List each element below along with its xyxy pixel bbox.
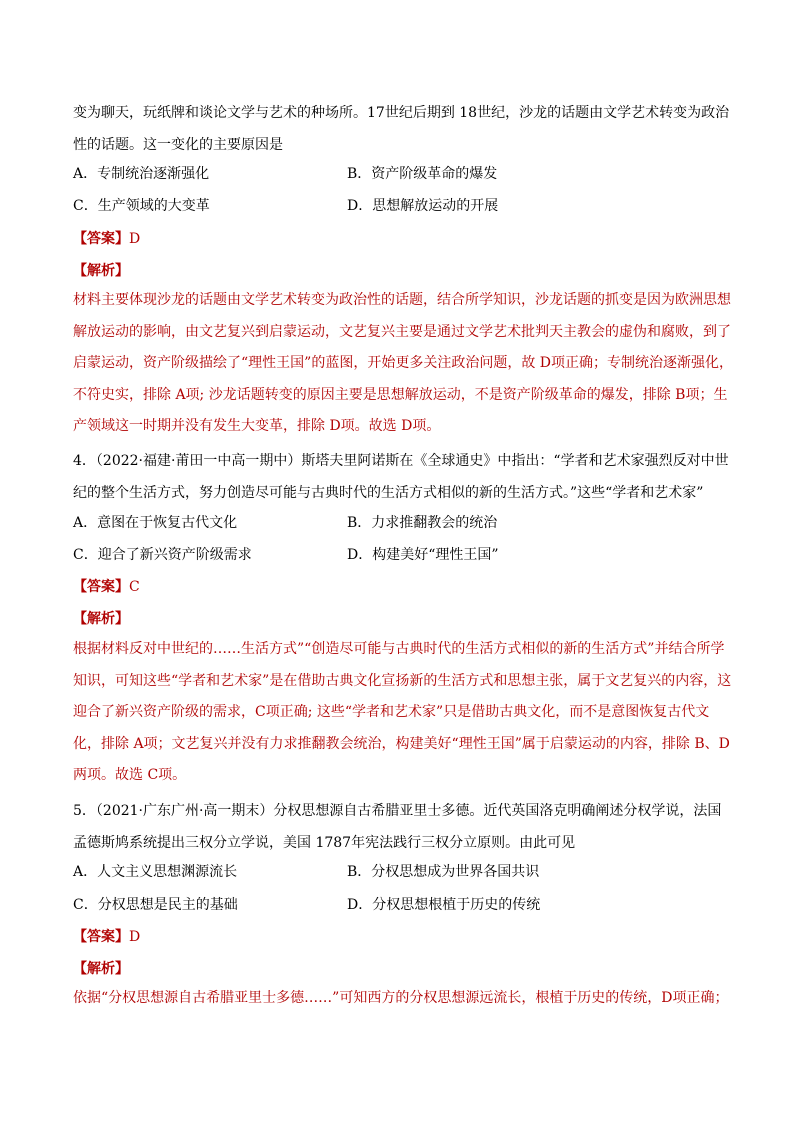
question-5-option-d: D．分权思想根植于历史的传统: [347, 897, 541, 913]
question-4-option-a: A．意图在于恢复古代文化: [73, 515, 238, 531]
question-4-option-d: D．构建美好“理性王国”: [347, 547, 499, 563]
answer-label: 【答案】: [73, 929, 129, 945]
question-3-option-d: D．思想解放运动的开展: [347, 198, 499, 214]
question-4-option-c: C．迎合了新兴资产阶级需求: [73, 547, 252, 563]
question-5-option-c: C．分权思想是民主的基础: [73, 897, 238, 913]
question-4-answer: [73, 577, 140, 597]
question-4-stem: 4．（2022·福建·莆田一中高一期中）斯塔夫里阿诺斯在《全球通史》中指出：“学者和艺术家强烈反对中世纪的整个生活方式，努力创造尽可能与古典时代的生活方式相似的新的生活方式。”这些“学者和艺术家”: [73, 453, 729, 501]
question-3-analysis: 材料主要体现沙龙的话题由文学艺术转变为政治性的话题，结合所学知识，沙龙话题的抓变是因为欧洲思想解放运动的影响，由文艺复兴到启蒙运动，文艺复兴主要是通过文学艺术批判天主教会的虚伪和腐败，到了启蒙运动，资产阶级描绘了“理性王国”的蓝图，开始更多关注政治问题，故 D项正确；专制统治逐渐强化，不符史实，排除 A项; 沙龙话题转变的原因主要是思想解放运动，不是资产阶级革命的爆发，排除 B项；生产领域这一时期并没有发生大变革，排除 D项。故选 D项。: [73, 292, 733, 434]
question-4-analysis-label: 【解析】: [73, 611, 129, 627]
answer-label: 【答案】: [73, 579, 129, 595]
answer-value: C: [129, 579, 140, 595]
answer-value: D: [129, 231, 141, 247]
question-5-option-b: B．分权思想成为世界各国共识: [347, 864, 540, 880]
question-5-analysis: 依据“分权思想源自古希腊亚里士多德……”可知西方的分权思想源远流长，根植于历史的传统，D项正确；: [73, 990, 729, 1006]
question-4-analysis: 根据材料反对中世纪的……生活方式”“创造尽可能与古典时代的生活方式相似的新的生活方式”并结合所学知识，可知这些“学者和艺术家”是在借助古典文化宣扬新的生活方式和思想主张，属于文艺复兴的内容，这迎合了新兴资产阶级的需求，C项正确; 这些“学者和艺术家”只是借助古典文化，而不是意图恢复古代文化，排除 A项；文艺复兴并没有力求推翻教会统治，构建美好“理性王国”属于启蒙运动的内容，排除 B、D两项。故选 C项。: [73, 641, 732, 783]
question-3-option-b: B．资产阶级革命的爆发: [347, 166, 498, 182]
answer-value: D: [129, 929, 141, 945]
question-4-option-b: B．力求推翻教会的统治: [347, 515, 498, 531]
question-3-option-c: C．生产领域的大变革: [73, 198, 210, 214]
question-3-stem: 变为聊天，玩纸牌和谈论文学与艺术的种场所。17世纪后期到 18世纪，沙龙的话题由文学艺术转变为政治性的话题。这一变化的主要原因是: [73, 105, 730, 153]
question-5-option-a: A．人文主义思想渊源流长: [73, 864, 238, 880]
question-5-answer: [73, 927, 140, 947]
question-3-option-a: A．专制统治逐渐强化: [73, 166, 210, 182]
answer-label: 【答案】: [73, 231, 129, 247]
question-3-answer: [73, 229, 140, 249]
question-3-analysis-label: 【解析】: [73, 263, 129, 279]
question-5-stem: 5．（2021·广东广州·高一期末）分权思想源自古希腊亚里士多德。近代英国洛克明确阐述分权学说，法国孟德斯鸠系统提出三权分立学说，美国 1787年宪法践行三权分立原则。由此可见: [73, 803, 722, 851]
question-5-analysis-label: 【解析】: [73, 961, 129, 977]
